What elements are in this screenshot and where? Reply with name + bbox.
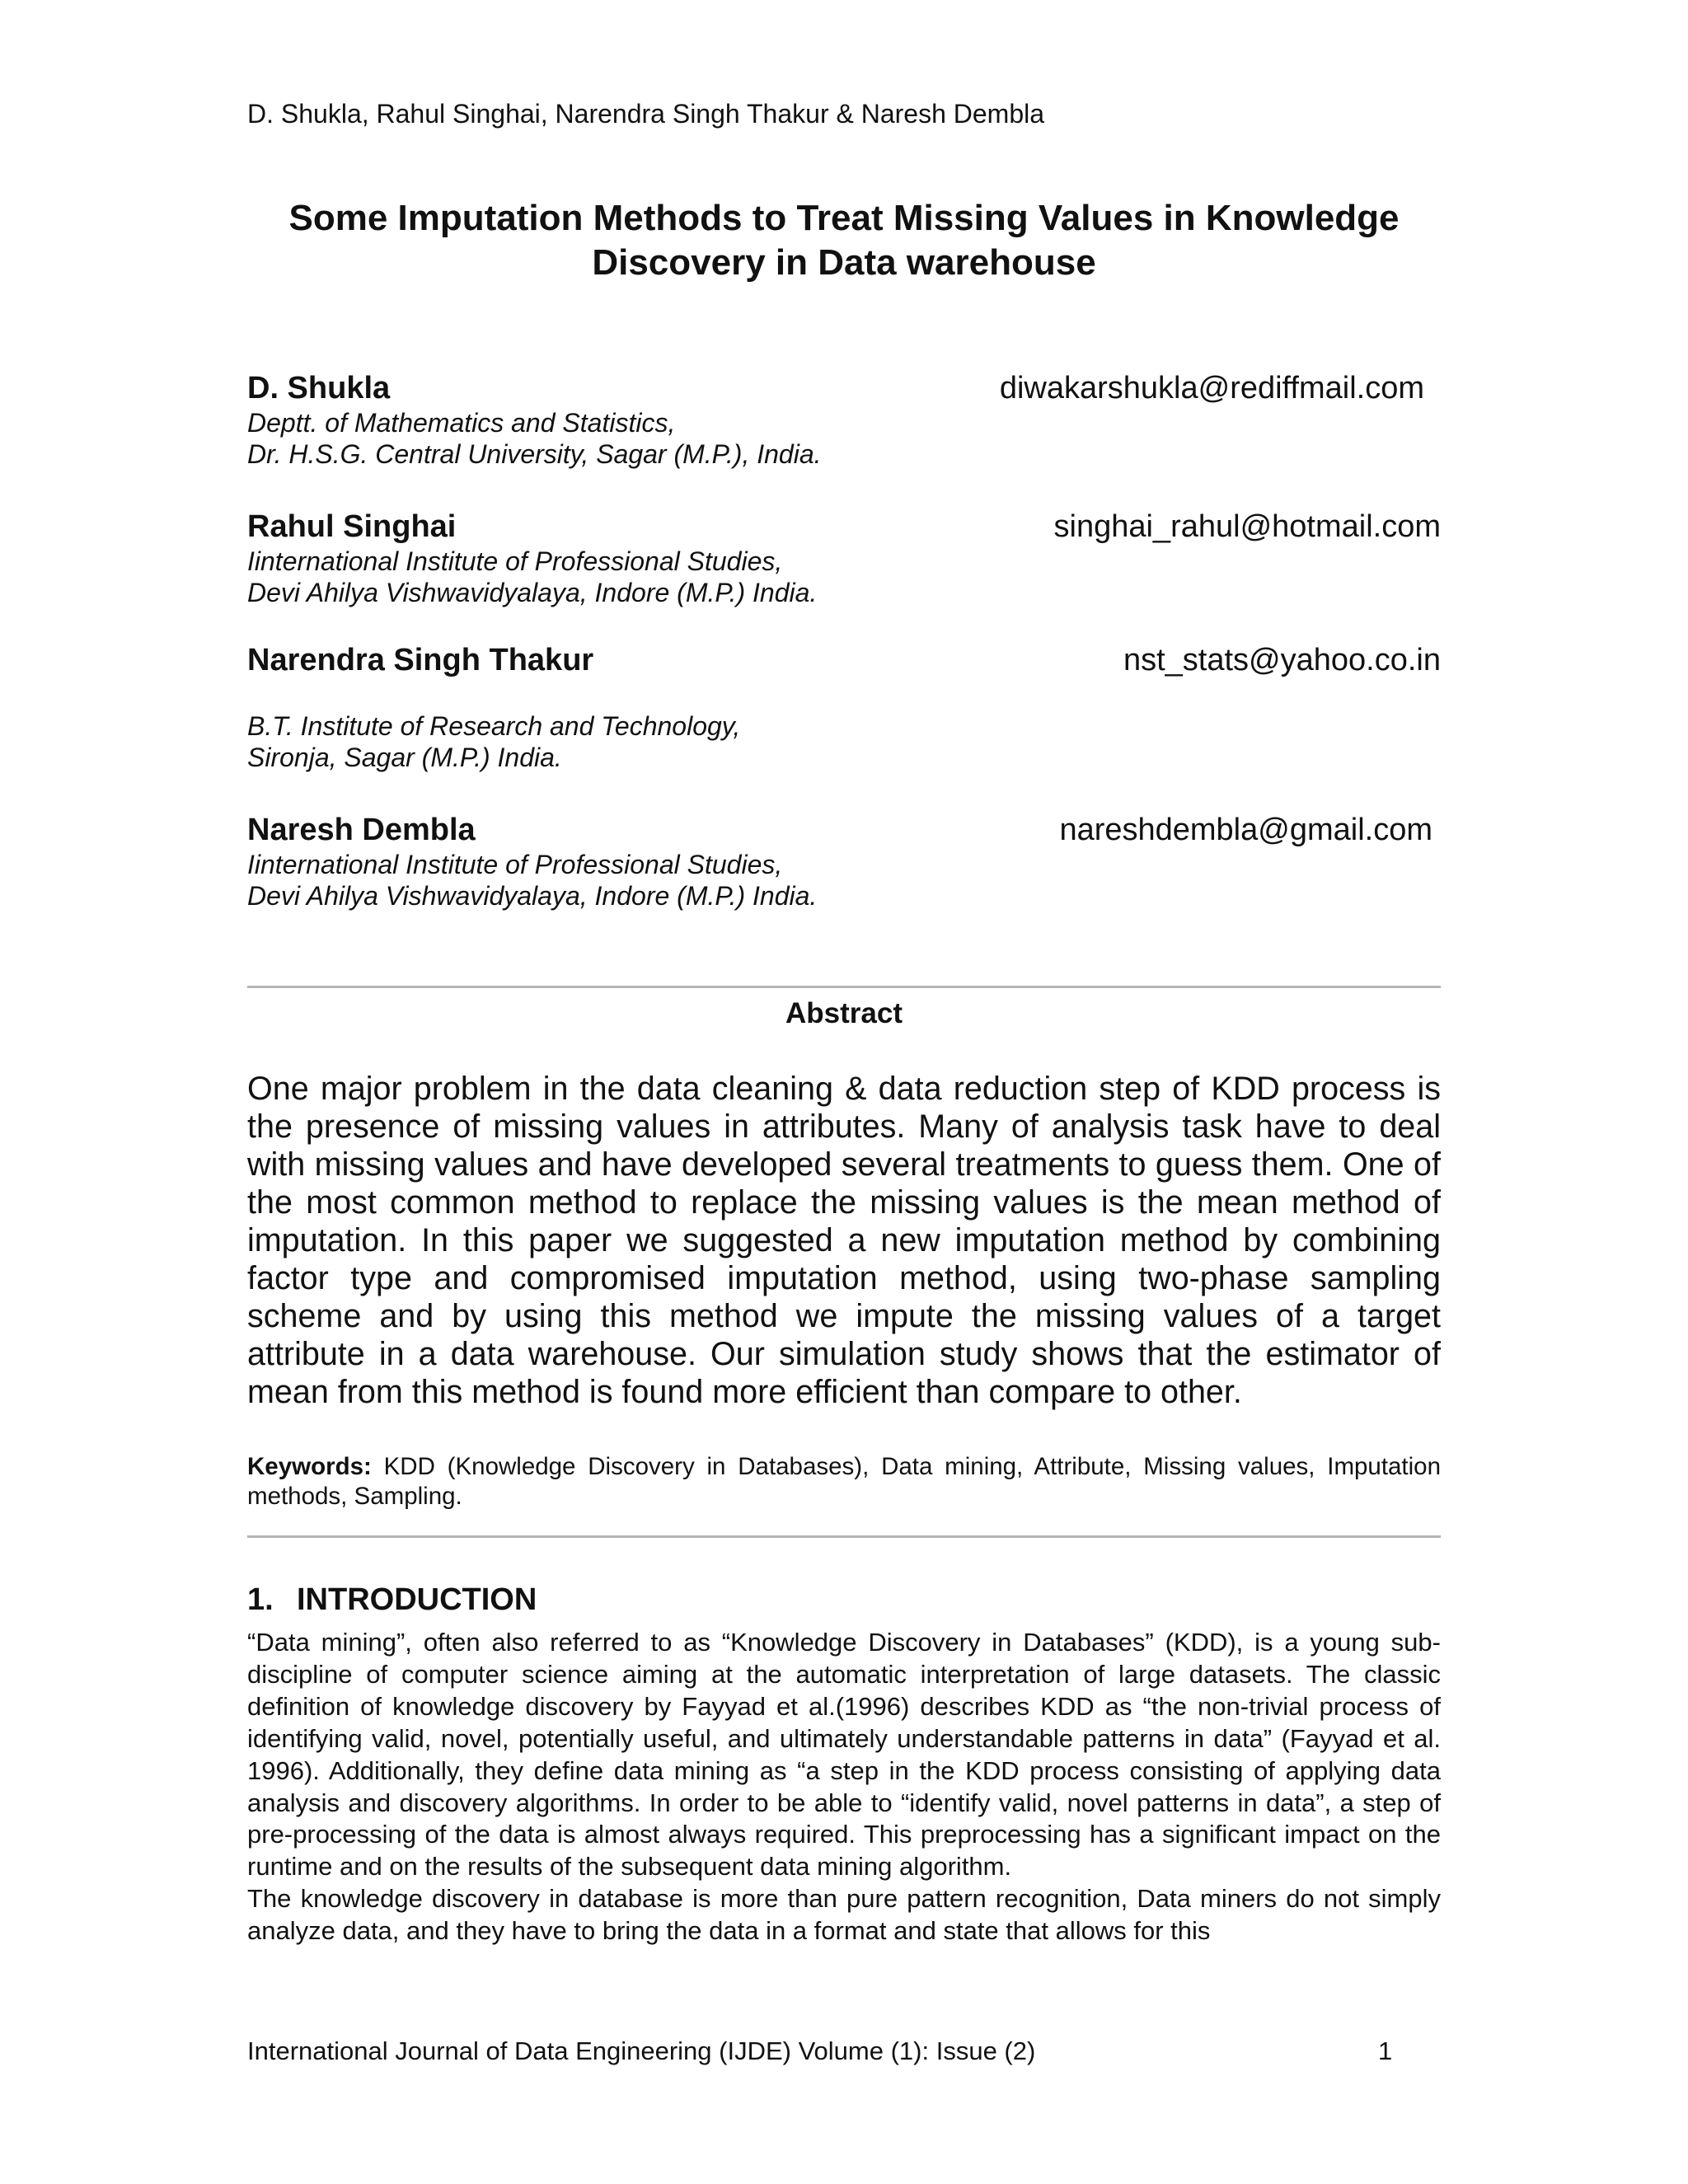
section-number: 1.: [247, 1582, 274, 1617]
abstract-body: One major problem in the data cleaning & data reduction step of KDD process is the presence of missing values in attributes. Many of analysis task have to deal with missing values and have developed several treatments to guess them. One of the most common method to replace the missing values is the mean method of imputation. In this paper we suggested a new imputation method by combining factor type and compromised imputation method, using two-phase sampling scheme and by using this method we impute the missing values of a target attribute in a data warehouse. Our simulation study shows that the estimator of mean from this method is found more efficient than compare to other.: [247, 1071, 1441, 1410]
introduction-paragraph: “Data mining”, often also referred to as “Knowledge Discovery in Databases” (KDD), is a young sub-discipline of computer science aiming at the automatic interpretation of large datasets. The classic definition of knowledge discovery by Fayyad et al.(1996) describes KDD as “the non-trivial process of identifying valid, novel, potentially useful, and ultimately understandable patterns in data” (Fayyad et al. 1996). Additionally, they define data mining as “a step in the KDD process consisting of applying data analysis and discovery algorithms. In order to be able to “identify valid, novel patterns in data”, a step of pre-processing of the data is almost always required. This preprocessing has a significant impact on the runtime and on the results of the subsequent data mining algorithm.: [247, 1628, 1441, 1882]
author-email[interactable]: nareshdembla@gmail.com: [1059, 813, 1432, 847]
introduction-paragraph: The knowledge discovery in database is more than pure pattern recognition, Data miners do not simply analyze data, and they have to bring the data in a format and state that allows for this: [247, 1884, 1441, 1946]
title-line-2: Discovery in Data warehouse: [592, 242, 1096, 283]
author-name: Naresh Dembla: [247, 813, 476, 847]
divider-rule-top: [247, 986, 1441, 988]
author-email[interactable]: nst_stats@yahoo.co.in: [1123, 643, 1441, 677]
author-affiliation-line: B.T. Institute of Research and Technology,: [247, 711, 741, 741]
keywords-label: Keywords:: [247, 1453, 372, 1480]
keywords: [247, 1452, 1441, 1511]
author-email[interactable]: diwakarshukla@rediffmail.com: [999, 371, 1424, 405]
author-name: Narendra Singh Thakur: [247, 643, 594, 677]
author-name: D. Shukla: [247, 371, 391, 405]
keywords-text: KDD (Knowledge Discovery in Databases), Data mining, Attribute, Missing values, Imputation methods, Sampling.: [247, 1453, 1441, 1510]
page-number: 1: [1378, 2036, 1393, 2065]
section-title: INTRODUCTION: [297, 1582, 537, 1617]
author-affiliation-line: Devi Ahilya Vishwavidyalaya, Indore (M.P.) India.: [247, 881, 818, 911]
introduction-body: [247, 1627, 1441, 1947]
abstract-heading: Abstract: [785, 997, 903, 1029]
running-header: D. Shukla, Rahul Singhai, Narendra Singh Thakur & Naresh Dembla: [247, 99, 1045, 129]
author-block-thakur: [247, 641, 1441, 773]
paper-title: [247, 196, 1441, 285]
author-block-shukla: [247, 369, 1441, 470]
author-affiliation-line: Dr. H.S.G. Central University, Sagar (M.P.), India.: [247, 439, 822, 469]
author-block-dembla: [247, 811, 1441, 912]
author-block-singhai: [247, 508, 1441, 608]
title-line-1: Some Imputation Methods to Treat Missing Values in Knowledge: [288, 198, 1400, 238]
journal-footer: International Journal of Data Engineering (IJDE) Volume (1): Issue (2): [247, 2036, 1036, 2065]
author-email[interactable]: singhai_rahul@hotmail.com: [1053, 509, 1441, 544]
author-affiliation-line: Iinternational Institute of Professional Studies,: [247, 850, 783, 879]
divider-rule-bottom: [247, 1535, 1441, 1538]
author-affiliation-line: Devi Ahilya Vishwavidyalaya, Indore (M.P.) India.: [247, 578, 818, 607]
author-affiliation-line: Sironja, Sagar (M.P.) India.: [247, 743, 562, 772]
section-heading-introduction: [247, 1581, 537, 1619]
author-name: Rahul Singhai: [247, 509, 457, 544]
author-affiliation-line: Deptt. of Mathematics and Statistics,: [247, 408, 676, 438]
author-affiliation-line: Iinternational Institute of Professional Studies,: [247, 546, 783, 576]
